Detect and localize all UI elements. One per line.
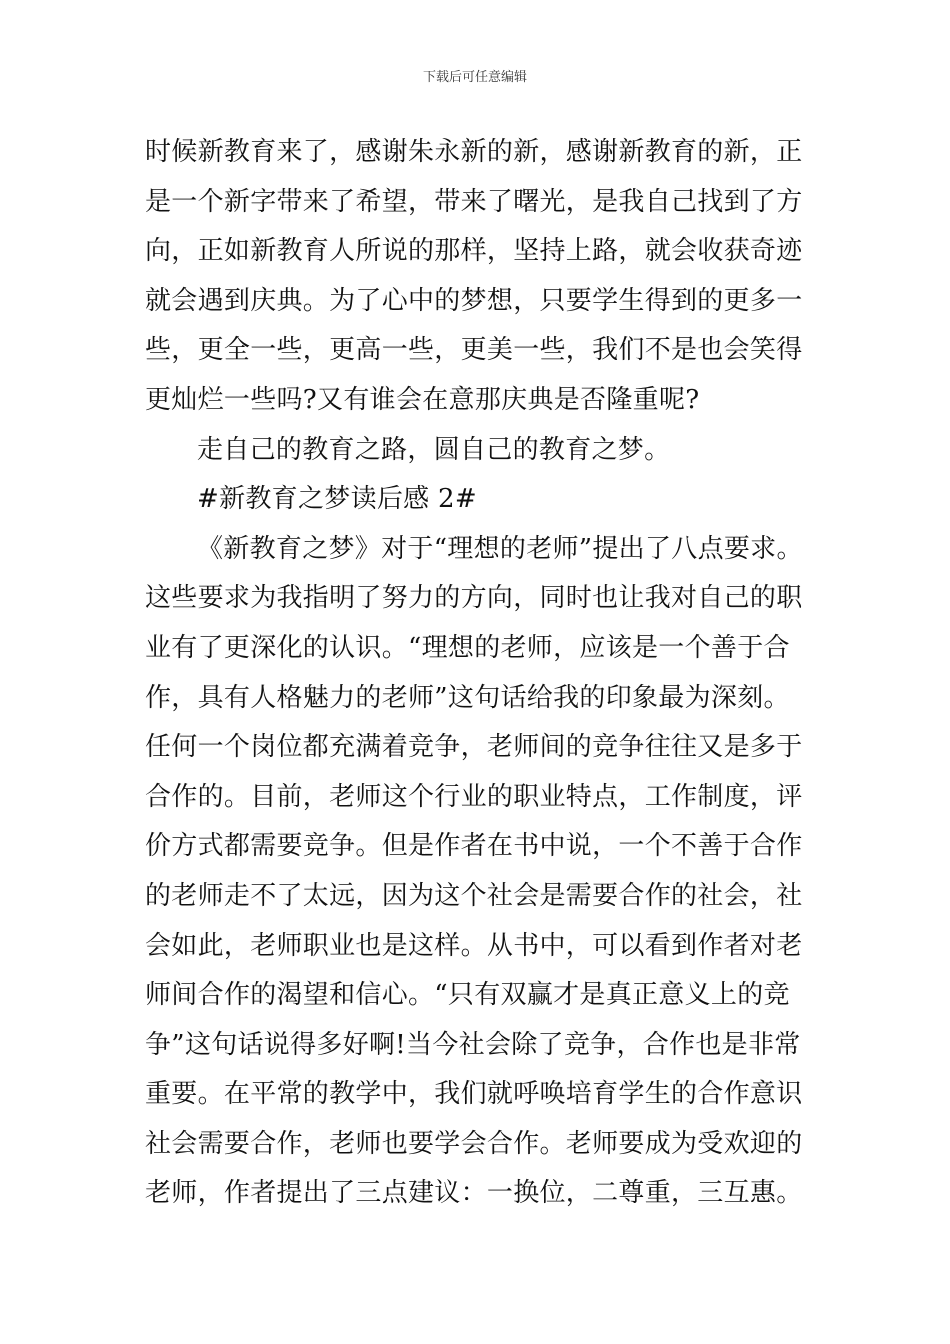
section-heading: #新教育之梦读后感 2# xyxy=(197,484,477,515)
text-line: 些，更全一些，更高一些，更美一些，我们不是也会笑得 xyxy=(145,335,803,366)
text-line: 会如此，老师职业也是这样。从书中，可以看到作者对老 xyxy=(145,930,803,961)
text-line: 师间合作的渴望和信心。“只有双赢才是真正意义上的竞 xyxy=(145,980,790,1011)
text-line: 老师，作者提出了三点建议：一换位，二尊重，三互惠。 xyxy=(145,1178,803,1209)
text-line: 争”这句话说得多好啊!当今社会除了竞争，合作也是非常 xyxy=(145,1029,801,1060)
text-line: 更灿烂一些吗?又有谁会在意那庆典是否隆重呢? xyxy=(145,384,700,415)
text-line: 社会需要合作，老师也要学会合作。老师要成为受欢迎的 xyxy=(145,1128,803,1159)
text-line: 向，正如新教育人所说的那样，坚持上路，就会收获奇迹 xyxy=(145,236,803,267)
text-line: 重要。在平常的教学中，我们就呼唤培育学生的合作意识 xyxy=(145,1079,803,1110)
text-line: 这些要求为我指明了努力的方向，同时也让我对自己的职 xyxy=(145,583,803,614)
text-line: 业有了更深化的认识。“理想的老师，应该是一个善于合 xyxy=(145,632,790,663)
text-line: 时候新教育来了，感谢朱永新的新，感谢新教育的新，正 xyxy=(145,137,803,167)
text-line: 合作的。目前，老师这个行业的职业特点，工作制度，评 xyxy=(145,781,803,812)
text-line: 走自己的教育之路，圆自己的教育之梦。 xyxy=(197,434,671,465)
text-line: 就会遇到庆典。为了心中的梦想，只要学生得到的更多一 xyxy=(145,285,803,316)
page-header: 下载后可任意编辑 xyxy=(422,70,527,85)
text-line: 作，具有人格魅力的老师”这句话给我的印象最为深刻。 xyxy=(145,682,790,713)
document-body xyxy=(145,128,815,1219)
text-line: 《新教育之梦》对于“理想的老师”提出了八点要求。 xyxy=(197,533,803,564)
text-line: 的老师走不了太远，因为这个社会是需要合作的社会，社 xyxy=(145,880,803,911)
text-line: 是一个新字带来了希望，带来了曙光，是我自己找到了方 xyxy=(145,186,803,217)
text-line: 价方式都需要竞争。但是作者在书中说，一个不善于合作 xyxy=(145,831,803,862)
text-line: 任何一个岗位都充满着竞争，老师间的竞争往往又是多于 xyxy=(145,732,803,763)
